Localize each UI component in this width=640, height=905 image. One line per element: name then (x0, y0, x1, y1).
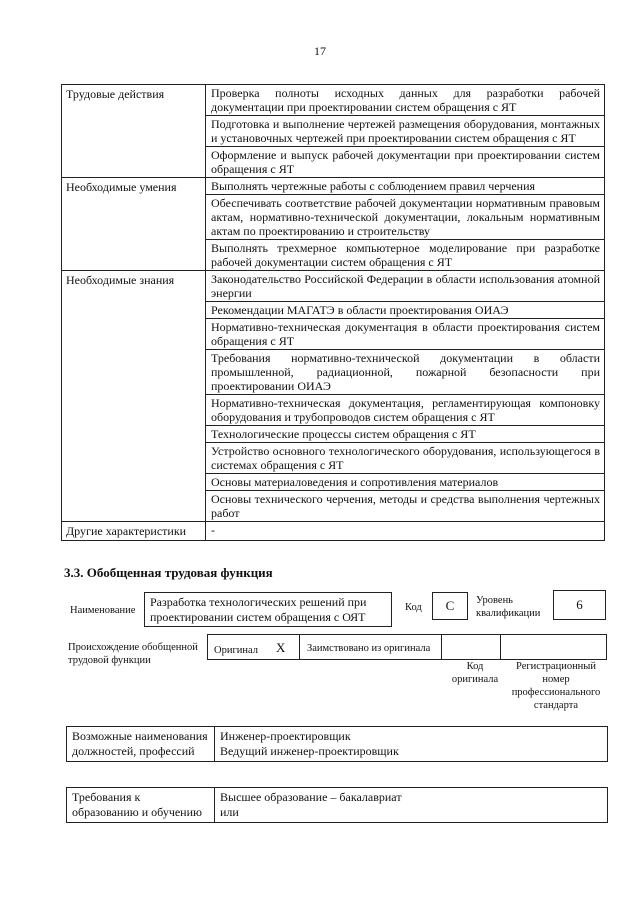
code-value: C (432, 592, 468, 620)
education-label: Требования к образованию и обучению (67, 788, 215, 823)
row-item: Подготовка и выполнение чертежей размещения оборудования, монтажных и установочных чертежей при проектировании систем обращения с ЯТ (206, 116, 604, 147)
row-item: Обеспечивать соответствие рабочей документации нормативным правовым актам, нормативно-технической документации, локальным нормативным актам по проектированию и строительству (206, 195, 604, 240)
positions-values (215, 727, 608, 762)
row-item: Нормативно-техническая документация в области проектирования систем обращения с ЯТ (206, 319, 604, 350)
row-item: Рекомендации МАГАТЭ в области проектирования ОИАЭ (206, 302, 604, 319)
row-content (206, 85, 605, 178)
table-row (62, 178, 605, 271)
origin-label: Происхождение обобщенной трудовой функции (68, 642, 198, 666)
row-label: Трудовые действия (62, 85, 206, 178)
row-item: Выполнять чертежные работы с соблюдением правил черчения (206, 178, 604, 195)
original-mark: X (276, 640, 286, 655)
table-row (62, 271, 605, 522)
name-label: Наименование (70, 605, 136, 616)
row-label: Необходимые знания (62, 271, 206, 522)
code-label: Код (405, 602, 422, 613)
borrowed-label: Заимствовано из оригинала (307, 643, 431, 654)
row-item: Технологические процессы систем обращения с ЯТ (206, 426, 604, 443)
row-item: Требования нормативно-технической документации в области промышленной, радиационной, пожарной безопасности при проектировании ОИАЭ (206, 350, 604, 395)
row-item: Основы технического черчения, методы и средства выполнения чертежных работ (211, 492, 600, 520)
row-item: Законодательство Российской Федерации в области использования атомной энергии (206, 271, 604, 302)
row-item: Основы материаловедения и сопротивления материалов (206, 474, 604, 491)
education-item: или (220, 805, 239, 819)
education-values (215, 788, 608, 823)
row-item: Устройство основного технологического оборудования, использующегося в системах обращения с ЯТ (206, 443, 604, 474)
labor-function-table (61, 84, 605, 541)
regnum-caption: Регистрационный номер профессионального стандарта (511, 661, 601, 711)
row-item: Нормативно-техническая документация, регламентирующая компоновку оборудования и трубопроводов систем обращения с ЯТ (206, 395, 604, 426)
section-heading: 3.3. Обобщенная трудовая функция (64, 565, 273, 580)
position-item: Инженер-проектировщик (220, 729, 351, 743)
education-table (66, 787, 608, 823)
education-item: Высшее образование – бакалавриат (220, 790, 402, 804)
code-caption: Код оригинала (451, 661, 499, 685)
row-content (206, 522, 605, 541)
row-label: Другие характеристики (62, 522, 206, 541)
positions-table (66, 726, 608, 762)
row-content (206, 271, 605, 522)
page-number: 17 (314, 44, 326, 58)
level-label: Уровень квалификации (476, 595, 541, 619)
name-value-box (144, 592, 392, 627)
row-content (206, 178, 605, 271)
row-item: Оформление и выпуск рабочей документации при проектировании систем обращения с ЯТ (211, 148, 600, 176)
table-row (62, 522, 605, 541)
original-label: Оригинал (214, 645, 258, 656)
row-item: - (211, 523, 215, 537)
row-label: Необходимые умения (62, 178, 206, 271)
row-item: Проверка полноты исходных данных для разработки рабочей документации при проектировании систем обращения с ЯТ (206, 85, 604, 116)
table-row (62, 85, 605, 178)
positions-label: Возможные наименования должностей, профессий (67, 727, 215, 762)
row-item: Выполнять трехмерное компьютерное моделирование при разработке рабочей документации систем обращения с ЯТ (211, 241, 600, 269)
level-value: 6 (553, 590, 606, 620)
position-item: Ведущий инженер-проектировщик (220, 744, 399, 758)
name-value: Разработка технологических решений при проектировании систем обращения с ОЯТ (150, 595, 367, 624)
